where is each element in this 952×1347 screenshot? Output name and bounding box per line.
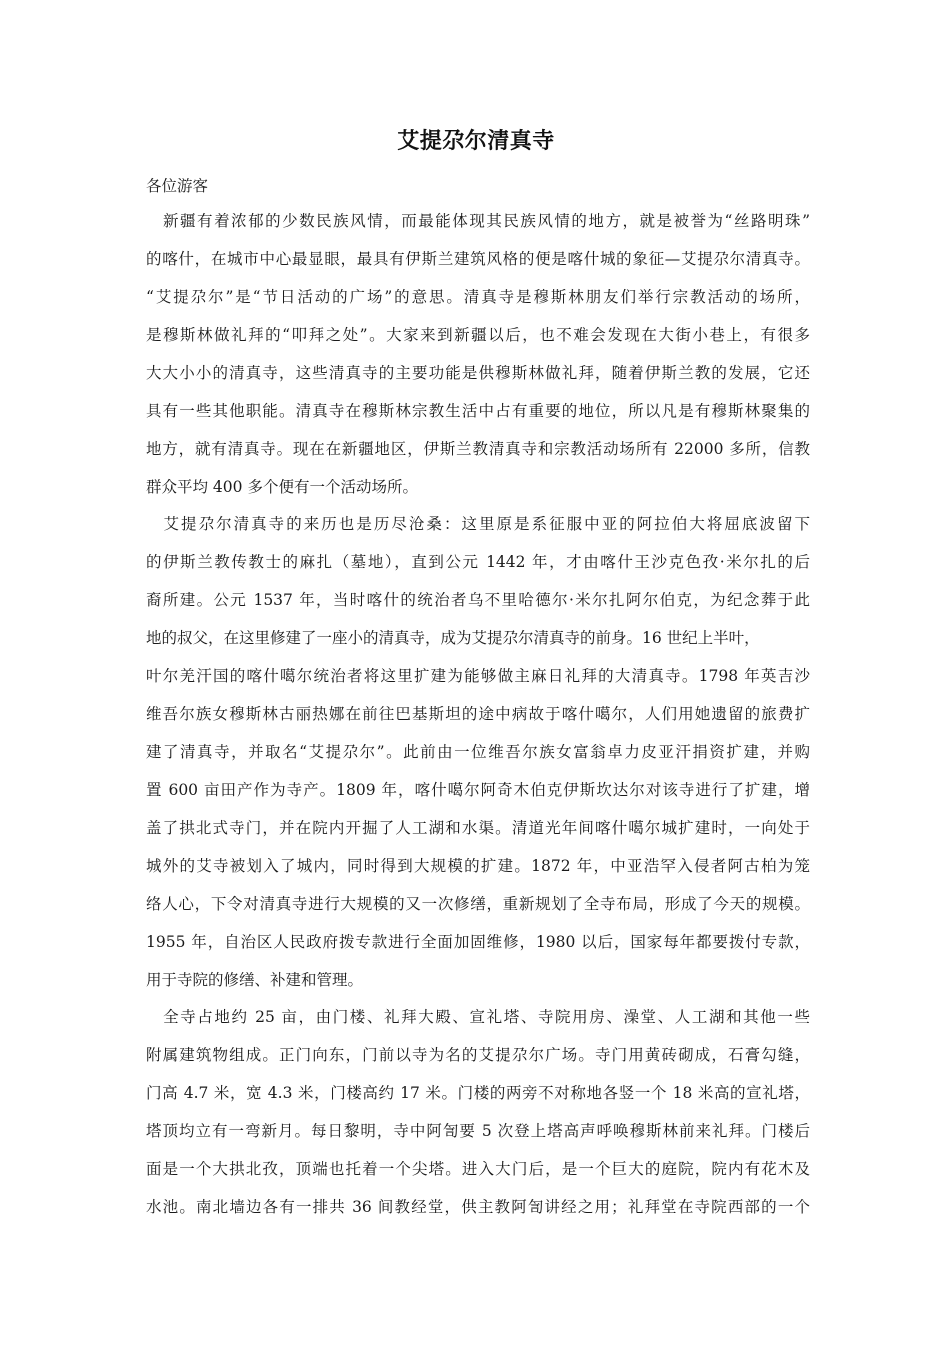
text-line: 维吾尔族女穆斯林古丽热娜在前往巴基斯坦的途中病故于喀什噶尔，人们用她遗留的旅费扩 [146,705,810,723]
text-line: 是穆斯林做礼拜的“叩拜之处”。大家来到新疆以后，也不难会发现在大街小巷上，有很多 [146,326,810,344]
document-title: 艾提尕尔清真寺 [397,128,555,154]
text-line: 塔顶均立有一弯新月。每日黎明，寺中阿訇要 5 次登上塔高声呼唤穆斯林前来礼拜。门楼后 [146,1122,810,1140]
text-line: 门高 4.7 米，宽 4.3 米，门楼高约 17 米。门楼的两旁不对称地各竖一个 18 米高的宣礼塔， [146,1084,810,1102]
text-line: 盖了拱北式寺门，并在院内开掘了人工湖和水渠。清道光年间喀什噶尔城扩建时，一向处于 [146,819,810,837]
text-line: 建了清真寺，并取名“艾提尕尔”。此前由一位维吾尔族女富翁卓力皮亚汗捐资扩建，并购 [146,743,810,761]
text-line: 群众平均 400 多个便有一个活动场所。 [146,478,418,496]
text-line: 的伊斯兰教传教士的麻扎（墓地），直到公元 1442 年，才由喀什王沙克色孜·米尔扎的后 [146,553,810,571]
text-line: 裔所建。公元 1537 年，当时喀什的统治者乌不里哈德尔·米尔扎阿尔伯克，为纪念葬于此 [146,591,810,609]
text-line: 置 600 亩田产作为寺产。1809 年，喀什噶尔阿奇木伯克伊斯坎达尔对该寺进行了扩建，增 [146,781,810,799]
text-line: 全寺占地约 25 亩，由门楼、礼拜大殿、宣礼塔、寺院用房、澡堂、人工湖和其他一些 [146,1008,810,1026]
text-line: 叶尔羌汗国的喀什噶尔统治者将这里扩建为能够做主麻日礼拜的大清真寺。1798 年英吉沙 [146,667,810,685]
text-line: 地方，就有清真寺。现在在新疆地区，伊斯兰教清真寺和宗教活动场所有 22000 多所，信教 [146,440,810,458]
text-line: 的喀什，在城市中心最显眼，最具有伊斯兰建筑风格的便是喀什城的象征—艾提尕尔清真寺。 [146,250,810,268]
text-line: 络人心，下令对清真寺进行大规模的又一次修缮，重新规划了全寺布局，形成了今天的规模。 [146,895,810,913]
greeting: 各位游客 [146,177,209,195]
text-line: 附属建筑物组成。正门向东，门前以寺为名的艾提尕尔广场。寺门用黄砖砌成，石膏勾缝， [146,1046,810,1064]
text-line: 大大小小的清真寺，这些清真寺的主要功能是供穆斯林做礼拜，随着伊斯兰教的发展，它还 [146,364,810,382]
text-line: 1955 年，自治区人民政府拨专款进行全面加固维修，1980 以后，国家每年都要拨付专款， [146,933,810,951]
text-line: 水池。南北墙边各有一排共 36 间教经堂，供主教阿訇讲经之用；礼拜堂在寺院西部的一个 [146,1198,810,1216]
text-line: 地的叔父，在这里修建了一座小的清真寺，成为艾提尕尔清真寺的前身。16 世纪上半叶， [146,629,760,647]
text-line: 具有一些其他职能。清真寺在穆斯林宗教生活中占有重要的地位，所以凡是有穆斯林聚集的 [146,402,810,420]
text-line: 新疆有着浓郁的少数民族风情，而最能体现其民族风情的地方，就是被誉为“丝路明珠” [146,212,810,230]
text-line: 艾提尕尔清真寺的来历也是历尽沧桑：这里原是系征服中亚的阿拉伯大将屈底波留下 [146,515,810,533]
text-line: 面是一个大拱北孜，顶端也托着一个尖塔。进入大门后，是一个巨大的庭院，院内有花木及 [146,1160,810,1178]
text-line: 用于寺院的修缮、补建和管理。 [146,971,364,989]
text-line: 城外的艾寺被划入了城内，同时得到大规模的扩建。1872 年，中亚浩罕入侵者阿古柏为笼 [146,857,810,875]
text-line: “艾提尕尔”是“节日活动的广场”的意思。清真寺是穆斯林朋友们举行宗教活动的场所， [146,288,810,306]
